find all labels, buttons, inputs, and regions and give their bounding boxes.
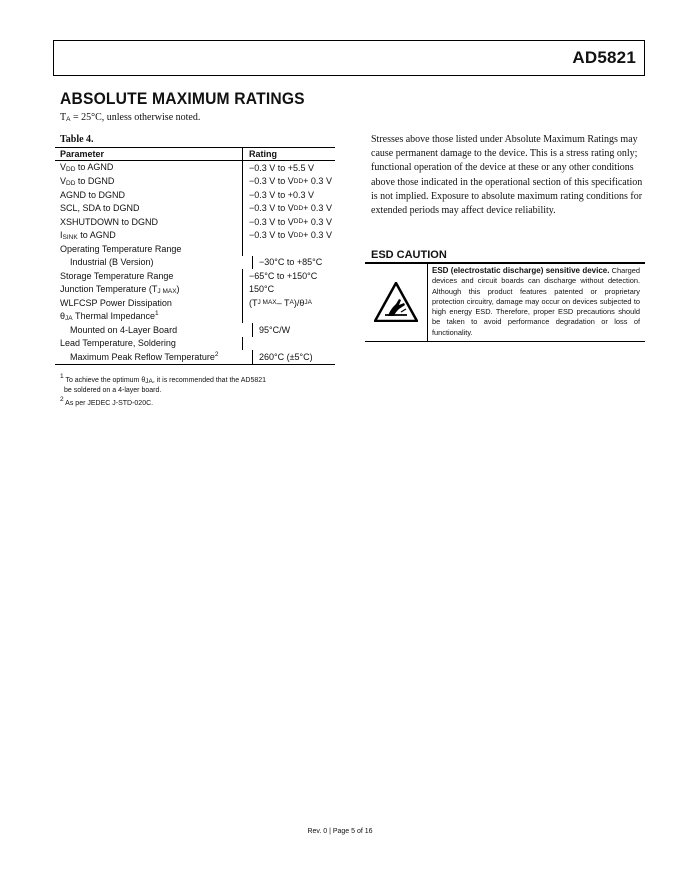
header-rating: Rating bbox=[242, 148, 335, 160]
parameter-cell: AGND to DGND bbox=[60, 189, 126, 200]
rating-cell: −0.3 V to V DD + 0.3 V bbox=[242, 215, 335, 229]
rating-cell: −0.3 V to V DD + 0.3 V bbox=[242, 229, 335, 243]
parameter-cell: Maximum Peak Reflow Temperature$^2$ bbox=[70, 351, 219, 363]
parameter-cell: SCL, SDA to DGND bbox=[60, 203, 140, 214]
section-title: ABSOLUTE MAXIMUM RATINGS bbox=[60, 89, 305, 108]
temperature-condition: TA = 25°C, unless otherwise noted. bbox=[60, 112, 201, 123]
table-row bbox=[55, 161, 335, 175]
parameter-cell: WLFCSP Power Dissipation bbox=[60, 297, 172, 308]
table-caption: Table 4. bbox=[60, 134, 94, 145]
header-box bbox=[53, 40, 645, 76]
parameter-cell: VDD to AGND bbox=[60, 162, 114, 174]
parameter-cell: Storage Temperature Range bbox=[60, 270, 174, 281]
rating-cell bbox=[242, 337, 335, 351]
esd-caution-title: ESD CAUTION bbox=[371, 249, 447, 261]
document-id: AD5821 bbox=[572, 48, 636, 67]
rating-cell: −30°C to +85°C bbox=[252, 256, 335, 270]
rating-cell: 95°C/W bbox=[252, 323, 335, 337]
rating-cell: −0.3 V to V DD + 0.3 V bbox=[242, 175, 335, 189]
table-header-row bbox=[55, 147, 335, 161]
rating-cell: −0.3 V to +5.5 V bbox=[242, 161, 335, 175]
rating-cell: −0.3 V to V DD + 0.3 V bbox=[242, 202, 335, 216]
table-row bbox=[55, 202, 335, 216]
footnote-1-cont: be soldered on a 4-layer board. bbox=[64, 387, 162, 394]
header-parameter: Parameter bbox=[60, 149, 105, 159]
table-row bbox=[55, 310, 335, 324]
parameter-cell: ISINK to AGND bbox=[60, 229, 116, 241]
rating-cell bbox=[242, 310, 335, 324]
rating-cell: −65°C to +150°C bbox=[242, 269, 335, 283]
table-row bbox=[55, 229, 335, 243]
parameter-cell: Lead Temperature, Soldering bbox=[60, 338, 176, 349]
rating-cell: −0.3 V to +0.3 V bbox=[242, 188, 335, 202]
ratings-table bbox=[55, 147, 335, 365]
footnote-2: 2 As per JEDEC J-STD-020C. bbox=[60, 396, 154, 407]
table-row bbox=[55, 296, 335, 310]
parameter-cell: Junction Temperature (TJ MAX) bbox=[60, 283, 180, 295]
table-row bbox=[55, 337, 335, 351]
stress-paragraph: Stresses above those listed under Absolute Maximum Ratings may cause permanent damage to the device. This is a stress rating only; functional operation of the device at these or any other conditions above those indicated in the operational section of this specification is not implied. Exposure to absolute maximum rating conditions for extended periods may affect device reliability. bbox=[371, 134, 643, 217]
esd-warning-icon bbox=[374, 282, 418, 322]
esd-caution-box bbox=[365, 264, 645, 342]
esd-caution-text: ESD (electrostatic discharge) sensitive device. Charged devices and circuit boards can discharge without detection. Although this product features patented or proprietary protection circuitry, damage may occur on devices subjected to high energy ESD. Therefore, proper ESD precautions should be taken to avoid performance degradation or loss of functionality. bbox=[432, 266, 640, 337]
table-row bbox=[55, 350, 335, 365]
rating-cell: (T J MAX – T A )/θ JA bbox=[242, 296, 335, 310]
rating-cell: 150°C bbox=[242, 283, 335, 297]
esd-icon-cell bbox=[365, 264, 428, 341]
table-row bbox=[55, 283, 335, 297]
table-row bbox=[55, 242, 335, 256]
parameter-cell: Operating Temperature Range bbox=[60, 243, 182, 254]
table-row bbox=[55, 323, 335, 337]
parameter-cell: Industrial (B Version) bbox=[70, 257, 154, 268]
parameter-cell: θJA Thermal Impedance$^1$ bbox=[60, 310, 159, 323]
parameter-cell: Mounted on 4-Layer Board bbox=[70, 324, 178, 335]
table-row bbox=[55, 269, 335, 283]
rating-cell bbox=[242, 242, 335, 256]
rating-cell: 260°C (±5°C) bbox=[252, 350, 335, 364]
parameter-cell: XSHUTDOWN to DGND bbox=[60, 216, 159, 227]
table-row bbox=[55, 215, 335, 229]
table-row bbox=[55, 175, 335, 189]
table-row bbox=[55, 256, 335, 270]
footnotes bbox=[60, 372, 266, 408]
table-row bbox=[55, 188, 335, 202]
parameter-cell: VDD to DGND bbox=[60, 175, 115, 187]
footnote-1: 1 To achieve the optimum θJA, it is recommended that the AD5821 bbox=[60, 373, 267, 385]
page-footer: Rev. 0 | Page 5 of 16 bbox=[307, 828, 373, 835]
